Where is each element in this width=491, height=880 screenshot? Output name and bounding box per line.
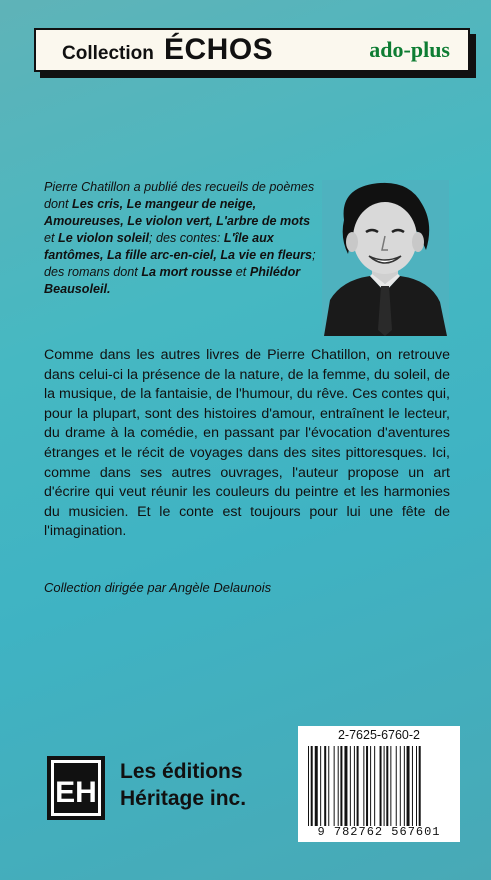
publisher-name	[120, 758, 246, 812]
isbn-barcode-block	[298, 726, 460, 842]
publisher-line-1: Les éditions	[120, 760, 243, 783]
collection-name: ÉCHOS	[164, 33, 274, 66]
book-description: Comme dans les autres livres de Pierre Chatillon, on retrouve dans celui-ci la présence de la nature, de la femme, du soleil, de la musique, de la fantaisie, de l'humour, du rêve. Ces contes qui, pour la plupart, sont des histoires d'amour, entraînent le lecteur, du drame à la comédie, en passant par l'évocation d'aventures étranges et le récit de voyages dans des sites pittoresques. Ici, comme dans ses autres ouvrages, l'auteur propose un art d'écrire qui veut réunir les couleurs du peintre et les harmonies du musicien. Et le conte est toujours pour lui une fête de l'imagination.	[44, 347, 450, 540]
collection-word: Collection	[62, 43, 154, 64]
banner-shadow	[40, 72, 476, 78]
banner-shadow-side	[470, 34, 476, 78]
bio-title-segment: L'île aux fantômes, La fille arc-en-ciel, La vie en fleurs	[44, 231, 313, 262]
series-label: ado-plus	[369, 37, 450, 62]
bio-text-segment: ; des contes:	[149, 231, 224, 245]
bio-title-segment: Philédor Beausoleil.	[44, 265, 301, 296]
barcode-digits: 9 782762 567601	[317, 825, 441, 839]
publisher-logo-letters: EH	[55, 776, 97, 809]
bio-text-segment: ; des romans dont	[44, 248, 316, 279]
bio-text-segment: et	[44, 231, 59, 245]
publisher-line-2: Héritage inc.	[120, 787, 247, 810]
barcode-icon	[306, 746, 452, 828]
bio-title-segment: Les cris, Le mangeur de neige, Amoureuses, Le violon vert, L'arbre de mots	[44, 197, 311, 228]
author-bio	[44, 179, 322, 298]
bio-text-segment: Pierre Chatillon a publié des recueils de poèmes dont	[44, 180, 315, 211]
author-portrait-icon	[322, 180, 449, 336]
isbn-number: 2-7625-6760-2	[337, 728, 420, 742]
bio-text-segment: et	[232, 265, 250, 279]
bio-title-segment: Le violon soleil	[58, 231, 149, 245]
bio-title-segment: La mort rousse	[141, 265, 233, 279]
collection-editor: Collection dirigée par Angèle Delaunois	[44, 580, 272, 595]
publisher-logo	[47, 756, 105, 820]
collection-banner	[34, 28, 470, 72]
